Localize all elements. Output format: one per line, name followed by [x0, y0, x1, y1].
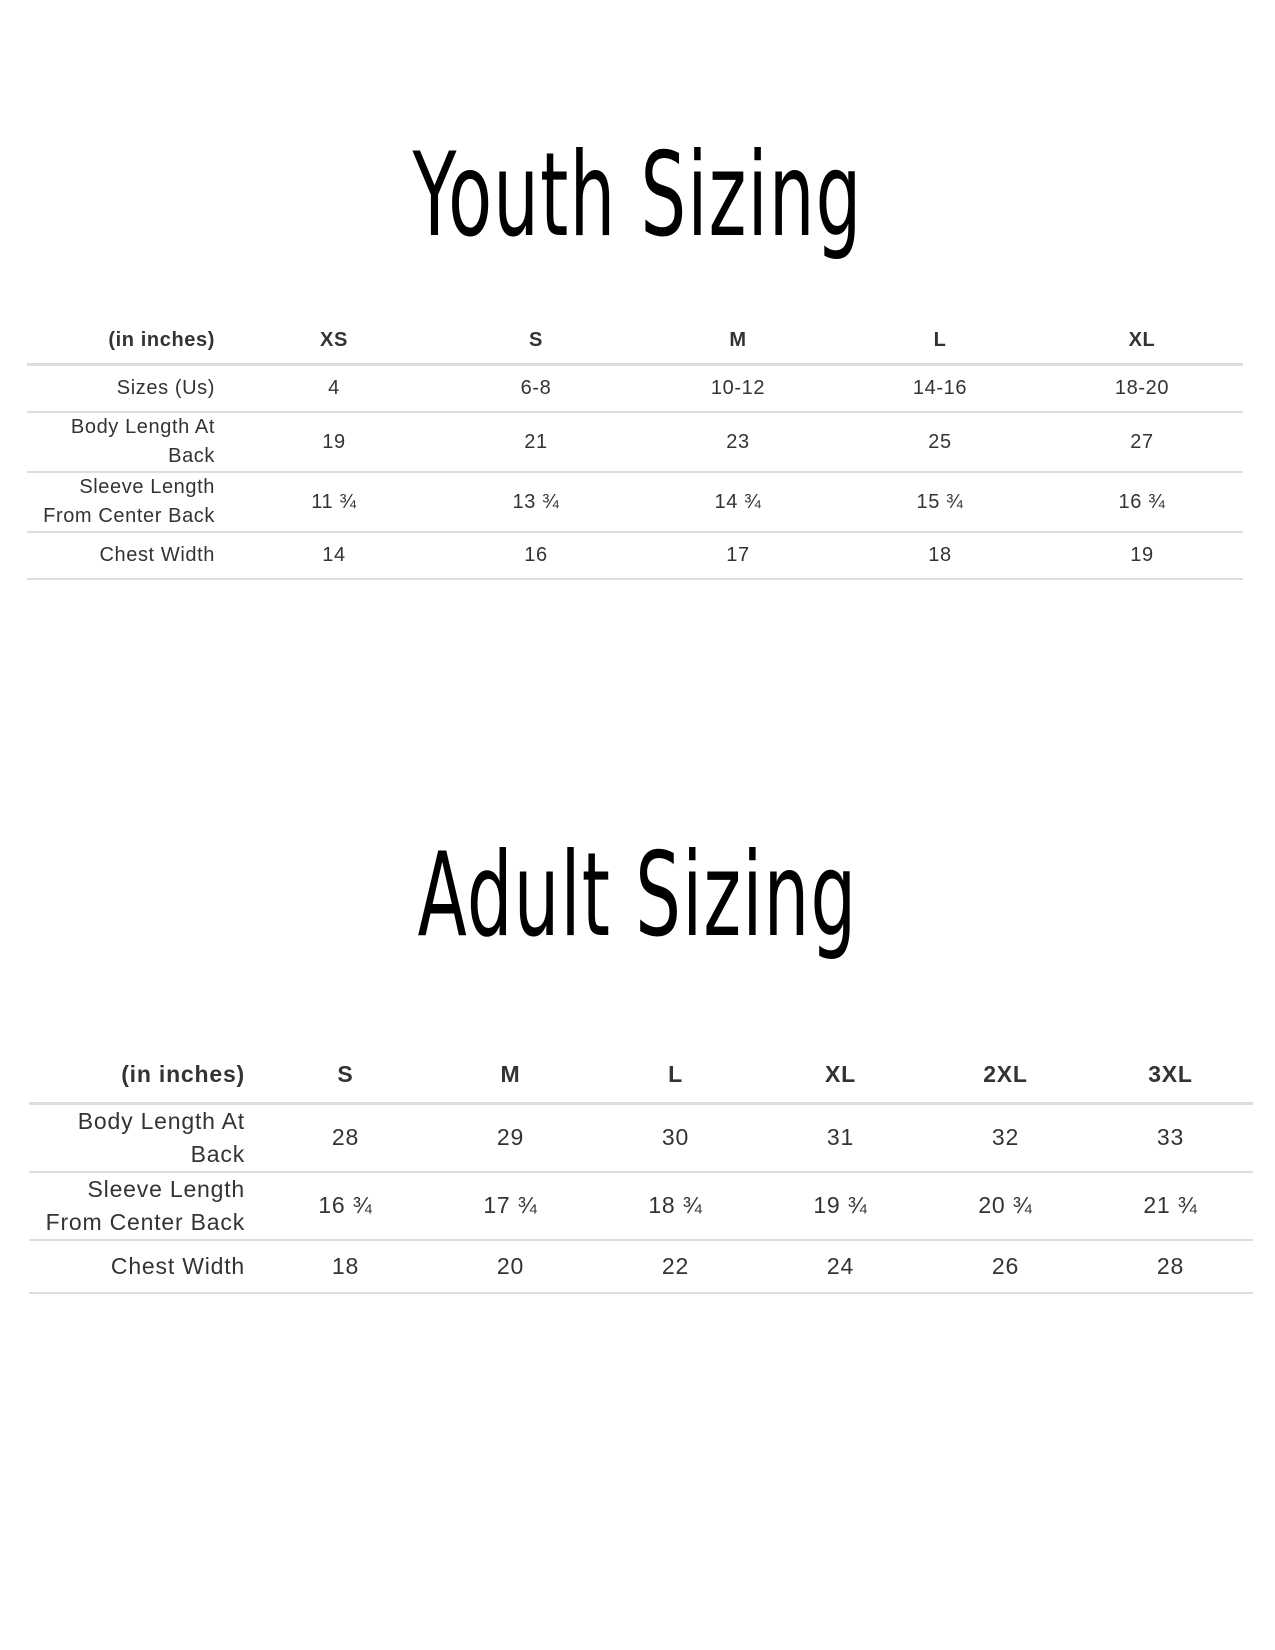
row-label: Sleeve Length From Center Back	[43, 476, 215, 527]
size-header: XL	[825, 1061, 856, 1088]
table-cell: 13 ¾	[512, 490, 560, 513]
unit-label: (in inches)	[121, 1061, 245, 1088]
table-cell: 18	[331, 1252, 360, 1279]
table-cell: 16 ¾	[318, 1192, 373, 1218]
adult-size-table	[29, 1048, 1253, 1294]
table-cell: 19	[322, 430, 346, 453]
table-cell: 28	[331, 1124, 360, 1150]
size-header: XL	[1128, 328, 1156, 351]
size-header: M	[729, 328, 747, 351]
unit-label: (in inches)	[108, 328, 215, 351]
size-header: 3XL	[1148, 1061, 1193, 1088]
row-label: Body Length At Back	[77, 1107, 245, 1167]
table-cell: 14-16	[912, 376, 968, 399]
size-header: L	[933, 328, 947, 351]
table-header-row	[27, 318, 1243, 364]
table-header-row	[29, 1048, 1253, 1103]
adult-sizing-title: Adult Sizing	[417, 828, 858, 963]
table-cell: 16 ¾	[1118, 490, 1166, 513]
table-cell: 26	[991, 1252, 1020, 1279]
table-row	[29, 1172, 1253, 1240]
table-cell: 19 ¾	[813, 1192, 868, 1218]
table-cell: 33	[1156, 1124, 1185, 1150]
table-cell: 18	[928, 544, 952, 566]
table-cell: 14	[322, 544, 346, 566]
table-cell: 31	[826, 1124, 855, 1150]
table-cell: 29	[496, 1124, 525, 1150]
table-cell: 27	[1130, 430, 1154, 453]
table-cell: 32	[991, 1124, 1020, 1150]
table-cell: 4	[328, 376, 340, 399]
size-header: S	[337, 1061, 354, 1088]
table-row	[27, 472, 1243, 532]
table-row	[27, 364, 1243, 412]
youth-size-table	[27, 318, 1243, 580]
table-cell: 25	[928, 430, 952, 453]
table-cell: 11 ¾	[311, 490, 357, 513]
table-cell: 10-12	[710, 376, 766, 399]
table-cell: 14 ¾	[714, 490, 762, 513]
size-header: S	[529, 328, 543, 351]
table-cell: 20 ¾	[978, 1192, 1033, 1218]
size-header: 2XL	[983, 1061, 1028, 1088]
row-label: Body Length At Back	[70, 416, 215, 467]
table-cell: 18-20	[1114, 376, 1170, 399]
size-header: M	[500, 1061, 521, 1088]
table-row	[27, 532, 1243, 579]
youth-sizing-title: Youth Sizing	[412, 128, 863, 263]
table-cell: 18 ¾	[648, 1192, 703, 1218]
table-cell: 15 ¾	[916, 490, 964, 513]
table-cell: 17	[726, 544, 750, 566]
row-label: Chest Width	[99, 544, 215, 566]
table-cell: 20	[496, 1252, 525, 1279]
table-cell: 28	[1156, 1252, 1185, 1279]
table-cell: 21	[524, 430, 548, 453]
table-cell: 30	[661, 1124, 690, 1150]
table-cell: 17 ¾	[483, 1192, 538, 1218]
table-cell: 21 ¾	[1143, 1192, 1198, 1218]
table-row	[27, 412, 1243, 472]
size-header: XS	[320, 328, 348, 351]
table-row	[29, 1103, 1253, 1172]
row-label: Sizes (Us)	[116, 376, 215, 399]
table-cell: 6-8	[520, 376, 552, 399]
table-cell: 23	[726, 430, 750, 453]
row-label: Chest Width	[110, 1252, 245, 1279]
row-label: Sleeve Length From Center Back	[45, 1175, 245, 1235]
table-cell: 16	[524, 544, 548, 566]
table-cell: 19	[1130, 544, 1154, 566]
size-header: L	[668, 1061, 683, 1088]
table-row	[29, 1240, 1253, 1293]
table-cell: 24	[826, 1252, 855, 1279]
table-cell: 22	[661, 1252, 690, 1279]
